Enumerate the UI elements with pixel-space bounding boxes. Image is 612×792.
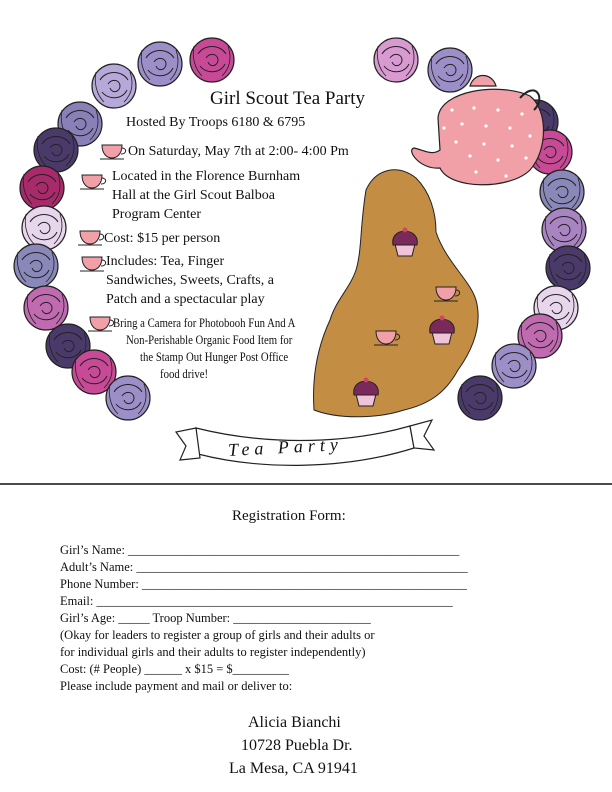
teapot-icon xyxy=(412,76,544,185)
rose-icon xyxy=(138,42,182,86)
adults-name-field[interactable]: Adult’s Name: _____________________________________________________ xyxy=(60,560,468,574)
includes-line-1: Includes: Tea, Finger xyxy=(106,254,225,269)
payment-note: Please include payment and mail or deliver to: xyxy=(60,679,293,693)
rose-icon xyxy=(458,376,502,420)
bring-line-1: Bring a Camera for Photobooh Fun And A xyxy=(113,316,296,330)
email-field[interactable]: Email: _________________________________________________________ xyxy=(60,594,453,608)
rose-icon xyxy=(428,48,472,92)
rose-icon xyxy=(20,166,64,210)
banner-text: Tea Party xyxy=(227,434,344,460)
bullet-teacup-icon xyxy=(80,175,106,189)
rose-icon xyxy=(542,208,586,252)
cost-calculation-field[interactable]: Cost: (# People) ______ x $15 = $_________ xyxy=(60,662,289,676)
rose-icon xyxy=(92,64,136,108)
age-troop-field[interactable]: Girl’s Age: _____ Troop Number: ______________________ xyxy=(60,611,371,625)
bullet-teacup-icon xyxy=(78,231,104,245)
location-line-2: Hall at the Girl Scout Balboa xyxy=(112,188,275,203)
rose-icon xyxy=(106,376,150,420)
rose-icon xyxy=(24,286,68,330)
event-date-time: On Saturday, May 7th at 2:00- 4:00 Pm xyxy=(128,144,349,159)
rose-icon xyxy=(190,38,234,82)
bring-line-4: food drive! xyxy=(160,367,209,381)
girls-name-field[interactable]: Girl’s Name: _____________________________________________________ xyxy=(60,543,460,557)
address-name: Alicia Bianchi xyxy=(248,714,341,731)
rose-icon xyxy=(34,128,78,172)
rose-icon xyxy=(14,244,58,288)
bullet-teacup-icon xyxy=(80,257,106,271)
rose-icon xyxy=(374,38,418,82)
bring-line-3: the Stamp Out Hunger Post Office xyxy=(140,350,289,364)
address-street: 10728 Puebla Dr. xyxy=(241,737,353,754)
includes-line-3: Patch and a spectacular play xyxy=(106,292,265,307)
rose-icon xyxy=(492,344,536,388)
location-line-1: Located in the Florence Burnham xyxy=(112,169,301,184)
includes-line-2: Sandwiches, Sweets, Crafts, a xyxy=(106,273,274,288)
bring-line-2: Non-Perishable Organic Food Item for xyxy=(126,333,293,347)
event-title: Girl Scout Tea Party xyxy=(210,88,366,109)
form-heading: Registration Form: xyxy=(232,508,346,524)
cost-info: Cost: $15 per person xyxy=(104,231,221,246)
location-line-3: Program Center xyxy=(112,207,202,222)
rose-icon xyxy=(22,206,66,250)
hosted-by: Hosted By Troops 6180 & 6795 xyxy=(126,115,306,130)
rose-icon xyxy=(540,170,584,214)
bullet-teacup-icon xyxy=(88,317,114,331)
form-note-line-2: for individual girls and their adults to register independently) xyxy=(60,645,366,659)
form-note-line-1: (Okay for leaders to register a group of girls and their adults or xyxy=(60,628,375,642)
address-city: La Mesa, CA 91941 xyxy=(229,760,358,777)
rose-icon xyxy=(546,246,590,290)
phone-number-field[interactable]: Phone Number: ____________________________________________________ xyxy=(60,577,467,591)
bullet-teacup-icon xyxy=(100,145,126,159)
